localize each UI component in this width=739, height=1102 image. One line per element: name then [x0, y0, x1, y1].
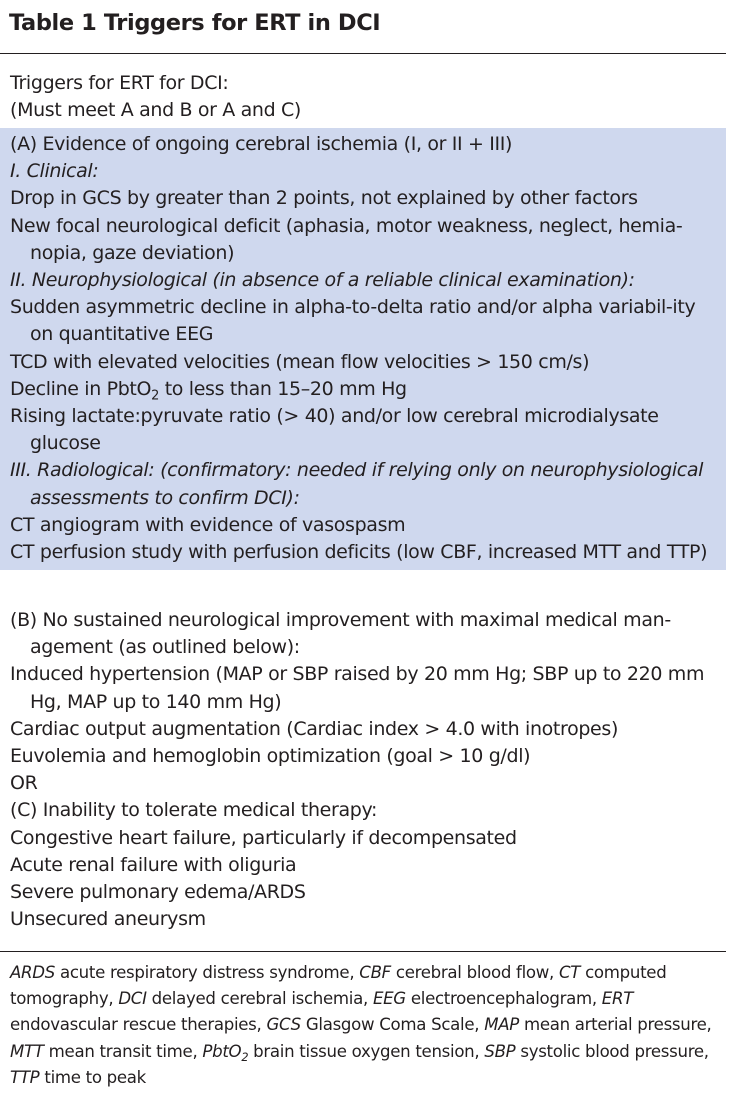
footnote-meaning: electroencephalogram, — [405, 989, 602, 1009]
section-b-c-block — [0, 607, 726, 933]
footnote-meaning: endovascular rescue therapies, — [10, 1015, 267, 1035]
footnote-abbr: EEG — [372, 989, 406, 1009]
footnote-abbr: ERT — [601, 989, 634, 1009]
table-title: Table 1 Triggers for ERT in DCI — [9, 10, 381, 36]
or-label: OR — [10, 772, 38, 795]
footnote-abbr: MAP — [484, 1015, 519, 1035]
footnote-pbto2-subscript: 2 — [241, 1050, 249, 1064]
footnote-meaning: acute respiratory distress syndrome, — [55, 963, 360, 982]
neurophysiological-item: TCD with elevated velocities (mean flow velocities > 150 cm/s) — [10, 350, 590, 373]
footnote-meaning: mean transit time, — [43, 1041, 203, 1061]
pbto2-suffix: to less than 15–20 mm Hg — [159, 377, 407, 400]
footnote-meaning: cerebral blood flow, — [390, 963, 559, 982]
neurophysiological-heading: II. Neurophysiological (in absence of a reliable clinical examination): — [10, 269, 635, 292]
footnote-meaning: computed tomography, — [10, 963, 667, 1009]
section-a-highlight — [0, 128, 726, 570]
footnote-abbr: CT — [558, 963, 581, 982]
top-rule — [0, 53, 726, 54]
radiological-item: CT perfusion study with perfusion deficits (low CBF, increased MTT and TTP) — [10, 541, 708, 564]
footnote-meaning: time to peak — [39, 1067, 146, 1087]
footnote-meaning: mean arterial pressure, — [518, 1015, 712, 1035]
section-c-item: Unsecured aneurysm — [10, 908, 206, 931]
neurophysiological-item: Sudden asymmetric decline in alpha-to-delta ratio and/or alpha variabil-ity on quantitative EEG — [10, 296, 696, 346]
radiological-heading: III. Radiological: (confirmatory: needed if relying only on neurophysiological assessments to confirm DCI): — [10, 459, 704, 509]
neurophysiological-item: Rising lactate:pyruvate ratio (> 40) and/or low cerebral microdialysate glucose — [10, 405, 659, 455]
footnote-meaning: delayed cerebral ischemia, — [146, 989, 373, 1009]
section-b-item: Cardiac output augmentation (Cardiac index > 4.0 with inotropes) — [10, 717, 619, 740]
footnote-abbr: CBF — [359, 963, 391, 982]
bottom-rule — [0, 951, 726, 952]
section-b-header: (B) No sustained neurological improvement with maximal medical man-agement (as outlined below): — [10, 609, 671, 659]
abbreviations-footnote — [10, 960, 726, 1091]
section-c-item: Congestive heart failure, particularly if decompensated — [10, 826, 517, 849]
clinical-heading: I. Clinical: — [10, 160, 99, 183]
intro-block — [0, 70, 726, 124]
section-a-header: (A) Evidence of ongoing cerebral ischemia (I, or II + III) — [10, 133, 513, 155]
pbto2-prefix: Decline in PbtO — [10, 377, 152, 400]
footnote-abbr: DCI — [118, 989, 147, 1009]
neurophysiological-item-pbto2 — [0, 376, 726, 403]
section-c-item: Severe pulmonary edema/ARDS — [10, 881, 306, 904]
section-b-item: Euvolemia and hemoglobin optimization (goal > 10 g/dl) — [10, 745, 531, 768]
footnote-abbr-pbto2: PbtO — [202, 1041, 242, 1061]
footnote-abbr: MTT — [10, 1041, 44, 1061]
clinical-item: Drop in GCS by greater than 2 points, not explained by other factors — [10, 187, 638, 210]
footnote-meaning: Glasgow Coma Scale, — [300, 1015, 485, 1035]
clinical-item: New focal neurological deficit (aphasia, motor weakness, neglect, hemia-nopia, gaze deviation) — [10, 214, 683, 264]
footnote-abbr: SBP — [484, 1041, 516, 1061]
footnote-meaning: brain tissue oxygen tension, — [248, 1041, 485, 1061]
intro-condition-line: (Must meet A and B or A and C) — [10, 99, 301, 122]
section-c-header: (C) Inability to tolerate medical therapy: — [10, 799, 378, 822]
radiological-item: CT angiogram with evidence of vasospasm — [10, 513, 406, 536]
footnote-meaning: systolic blood pressure, — [515, 1041, 709, 1061]
section-c-item: Acute renal failure with oliguria — [10, 853, 297, 876]
footnote-abbr: GCS — [266, 1015, 301, 1035]
pbto2-subscript: 2 — [151, 388, 160, 404]
section-b-item: Induced hypertension (MAP or SBP raised by 20 mm Hg; SBP up to 220 mm Hg, MAP up to 140 mm Hg) — [10, 663, 705, 713]
footnote-abbr: ARDS — [10, 963, 55, 982]
intro-line: Triggers for ERT for DCI: — [10, 72, 229, 94]
footnote-abbr: TTP — [10, 1067, 40, 1087]
